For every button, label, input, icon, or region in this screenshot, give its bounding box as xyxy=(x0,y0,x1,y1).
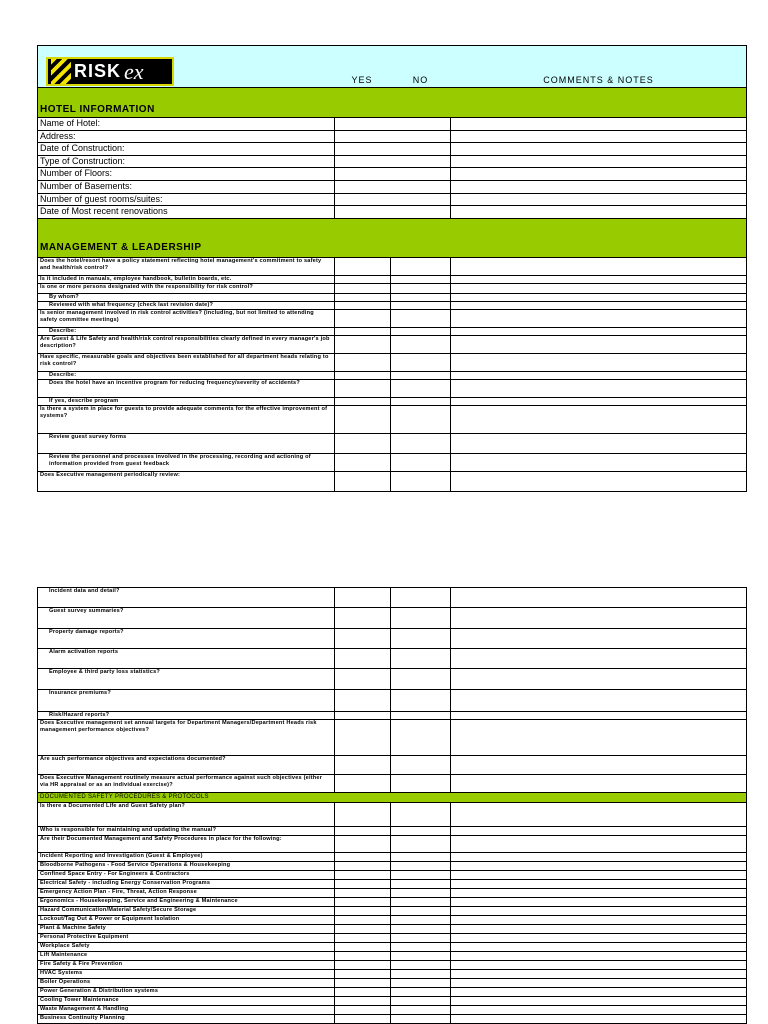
comment-cell[interactable] xyxy=(451,862,747,871)
section-title: MANAGEMENT & LEADERSHIP xyxy=(40,241,202,253)
question-row xyxy=(38,952,747,961)
comment-cell[interactable] xyxy=(451,943,747,952)
yes-cell[interactable] xyxy=(334,397,390,405)
section-title: HOTEL INFORMATION xyxy=(40,104,155,115)
comment-cell[interactable] xyxy=(451,952,747,961)
info-label: Type of Construction: xyxy=(38,155,335,168)
question-text: By whom? xyxy=(38,293,335,301)
yes-cell[interactable] xyxy=(334,997,390,1006)
info-label: Date of Construction: xyxy=(38,143,335,156)
no-cell[interactable] xyxy=(390,293,451,301)
question-row xyxy=(38,880,747,889)
yes-cell[interactable] xyxy=(334,433,390,453)
yes-cell[interactable] xyxy=(334,970,390,979)
comment-cell[interactable] xyxy=(451,916,747,925)
question-row xyxy=(38,889,747,898)
comment-cell[interactable] xyxy=(451,168,747,181)
info-value-cell[interactable] xyxy=(334,130,451,143)
question-row xyxy=(38,988,747,997)
question-row xyxy=(38,916,747,925)
question-text: Hazard Communication/Material Safety/Secure Storage xyxy=(38,907,335,916)
yes-column-header: YES xyxy=(351,75,373,85)
no-cell[interactable] xyxy=(390,871,451,880)
question-text: Is one or more persons designated with the responsibility for risk control? xyxy=(38,283,335,293)
comment-cell[interactable] xyxy=(451,206,747,219)
comment-cell[interactable] xyxy=(451,180,747,193)
question-text: HVAC Systems xyxy=(38,970,335,979)
question-text: Incident data and detail? xyxy=(38,588,335,608)
question-text: Is there a system in place for guests to provide adequate comments for the effective improvement of systems? xyxy=(38,405,335,433)
question-row xyxy=(38,371,747,379)
yes-cell[interactable] xyxy=(334,952,390,961)
comment-cell[interactable] xyxy=(451,756,747,775)
question-row xyxy=(38,803,747,827)
yes-cell[interactable] xyxy=(334,898,390,907)
comment-cell[interactable] xyxy=(451,471,747,491)
question-row xyxy=(38,907,747,916)
question-row xyxy=(38,379,747,397)
question-text: Does Executive management set annual targets for Department Managers/Department Heads risk management performance objectives? xyxy=(38,720,335,756)
comment-cell[interactable] xyxy=(451,588,747,608)
question-row xyxy=(38,588,747,608)
question-text: Does the hotel/resort have a policy statement reflecting hotel management's commitment to safety and health/risk control? xyxy=(38,257,335,275)
question-row xyxy=(38,629,747,649)
management-section xyxy=(38,218,747,257)
yes-cell[interactable] xyxy=(334,335,390,353)
yes-cell[interactable] xyxy=(334,934,390,943)
info-row xyxy=(38,168,747,181)
yes-cell[interactable] xyxy=(334,669,390,690)
comment-cell[interactable] xyxy=(451,970,747,979)
info-row xyxy=(38,180,747,193)
header-row xyxy=(38,46,747,88)
checklist-page-1 xyxy=(37,45,747,492)
yes-cell[interactable] xyxy=(334,588,390,608)
comment-cell[interactable] xyxy=(451,720,747,756)
no-cell[interactable] xyxy=(390,275,451,283)
comment-cell[interactable] xyxy=(451,649,747,669)
question-text: Employee & third party loss statistics? xyxy=(38,669,335,690)
no-cell[interactable] xyxy=(390,907,451,916)
yes-cell[interactable] xyxy=(334,961,390,970)
yes-cell[interactable] xyxy=(334,1015,390,1024)
comment-cell[interactable] xyxy=(451,988,747,997)
comment-cell[interactable] xyxy=(451,143,747,156)
comment-cell[interactable] xyxy=(451,925,747,934)
yes-cell[interactable] xyxy=(334,871,390,880)
question-text: Describe: xyxy=(38,327,335,335)
question-text: Reviewed with what frequency (check last revision date)? xyxy=(38,301,335,309)
no-cell[interactable] xyxy=(390,327,451,335)
yes-cell[interactable] xyxy=(334,979,390,988)
yes-cell[interactable] xyxy=(334,371,390,379)
comment-cell[interactable] xyxy=(451,433,747,453)
yes-cell[interactable] xyxy=(334,943,390,952)
yes-cell[interactable] xyxy=(334,1006,390,1015)
comment-cell[interactable] xyxy=(451,827,747,836)
comment-cell[interactable] xyxy=(451,934,747,943)
question-row xyxy=(38,1015,747,1024)
yes-cell[interactable] xyxy=(334,293,390,301)
info-value-cell[interactable] xyxy=(334,168,451,181)
question-text: Have specific, measurable goals and objectives been established for all department heads relating to risk control? xyxy=(38,353,335,371)
yes-cell[interactable] xyxy=(334,827,390,836)
procedures-section xyxy=(38,793,747,803)
no-cell[interactable] xyxy=(390,997,451,1006)
yes-cell[interactable] xyxy=(334,916,390,925)
comment-cell[interactable] xyxy=(451,1006,747,1015)
question-text: Waste Management & Handling xyxy=(38,1006,335,1015)
yes-cell[interactable] xyxy=(334,803,390,827)
question-row xyxy=(38,669,747,690)
no-cell[interactable] xyxy=(390,588,451,608)
question-text: Review guest survey forms xyxy=(38,433,335,453)
question-row xyxy=(38,712,747,720)
no-cell[interactable] xyxy=(390,335,451,353)
no-cell[interactable] xyxy=(390,433,451,453)
comment-cell[interactable] xyxy=(451,405,747,433)
comment-cell[interactable] xyxy=(451,327,747,335)
comment-cell[interactable] xyxy=(451,907,747,916)
info-value-cell[interactable] xyxy=(334,155,451,168)
no-cell[interactable] xyxy=(390,397,451,405)
yes-cell[interactable] xyxy=(334,283,390,293)
question-row xyxy=(38,756,747,775)
yes-cell[interactable] xyxy=(334,471,390,491)
yes-cell[interactable] xyxy=(334,925,390,934)
yes-cell[interactable] xyxy=(334,379,390,397)
no-cell[interactable] xyxy=(390,669,451,690)
info-label: Number of Floors: xyxy=(38,168,335,181)
no-cell[interactable] xyxy=(390,775,451,793)
question-text: Workplace Safety xyxy=(38,943,335,952)
question-row xyxy=(38,397,747,405)
no-cell[interactable] xyxy=(390,471,451,491)
comments-column-header: COMMENTS & NOTES xyxy=(543,75,654,85)
comment-cell[interactable] xyxy=(451,889,747,898)
info-row xyxy=(38,143,747,156)
hazard-stripe-icon xyxy=(51,59,71,84)
comment-cell[interactable] xyxy=(451,997,747,1006)
comment-cell[interactable] xyxy=(451,453,747,471)
no-cell[interactable] xyxy=(390,353,451,371)
question-text: Lift Maintenance xyxy=(38,952,335,961)
question-row xyxy=(38,327,747,335)
question-row xyxy=(38,471,747,491)
question-text: Describe: xyxy=(38,371,335,379)
info-value-cell[interactable] xyxy=(334,143,451,156)
question-text: Are Guest & Life Safety and health/risk control responsibilities clearly defined in every manager's job description? xyxy=(38,335,335,353)
no-cell[interactable] xyxy=(390,309,451,327)
question-text: Fire Safety & Fire Prevention xyxy=(38,961,335,970)
comment-cell[interactable] xyxy=(451,712,747,720)
question-row xyxy=(38,690,747,712)
question-text: Cooling Tower Maintenance xyxy=(38,997,335,1006)
no-cell[interactable] xyxy=(390,690,451,712)
comment-cell[interactable] xyxy=(451,871,747,880)
question-text: Insurance premiums? xyxy=(38,690,335,712)
no-cell[interactable] xyxy=(390,257,451,275)
question-text: Ergonomics - Housekeeping, Service and Engineering & Maintenance xyxy=(38,898,335,907)
question-row xyxy=(38,853,747,862)
no-cell[interactable] xyxy=(390,720,451,756)
question-row xyxy=(38,862,747,871)
no-cell[interactable] xyxy=(390,712,451,720)
question-row xyxy=(38,301,747,309)
no-cell[interactable] xyxy=(390,988,451,997)
checklist-page-2 xyxy=(37,587,747,1024)
question-row xyxy=(38,934,747,943)
yes-cell[interactable] xyxy=(334,257,390,275)
no-cell[interactable] xyxy=(390,405,451,433)
question-row xyxy=(38,970,747,979)
question-text: Who is responsible for maintaining and updating the manual? xyxy=(38,827,335,836)
yes-cell[interactable] xyxy=(334,720,390,756)
logo-cell xyxy=(38,46,335,88)
comment-cell[interactable] xyxy=(451,853,747,862)
no-cell[interactable] xyxy=(390,934,451,943)
question-row xyxy=(38,997,747,1006)
info-row xyxy=(38,193,747,206)
yes-cell[interactable] xyxy=(334,756,390,775)
question-text: Does Executive management periodically review: xyxy=(38,471,335,491)
info-label: Number of Basements: xyxy=(38,180,335,193)
comment-cell[interactable] xyxy=(451,283,747,293)
question-text: Power Generation & Distribution systems xyxy=(38,988,335,997)
comment-cell[interactable] xyxy=(451,335,747,353)
info-value-cell[interactable] xyxy=(334,180,451,193)
comment-cell[interactable] xyxy=(451,353,747,371)
no-cell[interactable] xyxy=(390,756,451,775)
question-row xyxy=(38,649,747,669)
logo-risk-text: RISK xyxy=(74,61,122,81)
comment-cell[interactable] xyxy=(451,301,747,309)
yes-cell[interactable] xyxy=(334,405,390,433)
question-row xyxy=(38,775,747,793)
yes-cell[interactable] xyxy=(334,453,390,471)
info-label: Number of guest rooms/suites: xyxy=(38,193,335,206)
question-text: Boiler Operations xyxy=(38,979,335,988)
comment-cell[interactable] xyxy=(451,275,747,283)
info-value-cell[interactable] xyxy=(334,118,451,131)
question-text: Does the hotel have an incentive program for reducing frequency/severity of accidents? xyxy=(38,379,335,397)
question-row xyxy=(38,293,747,301)
no-cell[interactable] xyxy=(390,880,451,889)
comment-cell[interactable] xyxy=(451,836,747,853)
comment-cell[interactable] xyxy=(451,397,747,405)
section-title: DOCUMENTED SAFETY PROCEDURES & PROTOCOLS xyxy=(40,794,209,800)
comment-cell[interactable] xyxy=(451,898,747,907)
riskex-logo xyxy=(46,57,174,86)
info-row xyxy=(38,118,747,131)
no-cell[interactable] xyxy=(390,629,451,649)
comment-cell[interactable] xyxy=(451,629,747,649)
question-row xyxy=(38,335,747,353)
info-row xyxy=(38,130,747,143)
question-text: Incident Reporting and Investigation (Guest & Employee) xyxy=(38,853,335,862)
question-text: Business Continuity Planning xyxy=(38,1015,335,1024)
comment-cell[interactable] xyxy=(451,118,747,131)
no-cell[interactable] xyxy=(390,943,451,952)
question-text: Electrical Safety - including Energy Conservation Programs xyxy=(38,880,335,889)
question-row xyxy=(38,898,747,907)
comment-cell[interactable] xyxy=(451,669,747,690)
yes-cell[interactable] xyxy=(334,853,390,862)
comment-cell[interactable] xyxy=(451,775,747,793)
question-row xyxy=(38,943,747,952)
yes-cell[interactable] xyxy=(334,608,390,629)
question-row xyxy=(38,453,747,471)
comment-cell[interactable] xyxy=(451,880,747,889)
comment-cell[interactable] xyxy=(451,193,747,206)
question-text: Plant & Machine Safety xyxy=(38,925,335,934)
yes-cell[interactable] xyxy=(334,889,390,898)
comment-cell[interactable] xyxy=(451,293,747,301)
question-row xyxy=(38,309,747,327)
no-cell[interactable] xyxy=(390,608,451,629)
no-cell[interactable] xyxy=(390,862,451,871)
no-cell[interactable] xyxy=(390,898,451,907)
info-value-cell[interactable] xyxy=(334,193,451,206)
yes-cell[interactable] xyxy=(334,327,390,335)
no-cell[interactable] xyxy=(390,853,451,862)
comment-cell[interactable] xyxy=(451,309,747,327)
hotel-information-section xyxy=(38,88,747,118)
comment-cell[interactable] xyxy=(451,961,747,970)
comment-cell[interactable] xyxy=(451,155,747,168)
no-cell[interactable] xyxy=(390,925,451,934)
question-text: Are their Documented Management and Safety Procedures in place for the following: xyxy=(38,836,335,853)
yes-cell[interactable] xyxy=(334,712,390,720)
question-text: Personal Protective Equipment xyxy=(38,934,335,943)
yes-cell[interactable] xyxy=(334,907,390,916)
question-text: Is it included in manuals, employee handbook, bulletin boards, etc. xyxy=(38,275,335,283)
question-row xyxy=(38,353,747,371)
comment-cell[interactable] xyxy=(451,371,747,379)
no-cell[interactable] xyxy=(390,889,451,898)
no-cell[interactable] xyxy=(390,1015,451,1024)
yes-cell[interactable] xyxy=(334,836,390,853)
comment-cell[interactable] xyxy=(451,690,747,712)
question-row xyxy=(38,405,747,433)
question-text: Alarm activation reports xyxy=(38,649,335,669)
question-row xyxy=(38,720,747,756)
info-label: Name of Hotel: xyxy=(38,118,335,131)
question-text: Review the personnel and processes involved in the processing, recording and actioning of information provided from guest feedback xyxy=(38,453,335,471)
no-cell[interactable] xyxy=(390,979,451,988)
no-cell[interactable] xyxy=(390,371,451,379)
yes-cell[interactable] xyxy=(334,775,390,793)
comment-cell[interactable] xyxy=(451,130,747,143)
question-text: Bloodborne Pathogens - Food Service Operations & Housekeeping xyxy=(38,862,335,871)
question-row xyxy=(38,925,747,934)
yes-cell[interactable] xyxy=(334,629,390,649)
no-column-header: NO xyxy=(412,75,429,85)
info-row xyxy=(38,155,747,168)
yes-cell[interactable] xyxy=(334,309,390,327)
question-row xyxy=(38,257,747,275)
question-row xyxy=(38,275,747,283)
info-label: Date of Most recent renovations xyxy=(38,206,335,219)
question-row xyxy=(38,871,747,880)
question-row xyxy=(38,827,747,836)
question-text: Does Executive Management routinely measure actual performance against such objectives (either via HR appraisal or as an individual exercise)? xyxy=(38,775,335,793)
no-cell[interactable] xyxy=(390,301,451,309)
question-row xyxy=(38,283,747,293)
no-cell[interactable] xyxy=(390,803,451,827)
question-row xyxy=(38,608,747,629)
question-row xyxy=(38,961,747,970)
question-text: Property damage reports? xyxy=(38,629,335,649)
comment-cell[interactable] xyxy=(451,379,747,397)
info-value-cell[interactable] xyxy=(334,206,451,219)
question-row xyxy=(38,433,747,453)
yes-cell[interactable] xyxy=(334,862,390,871)
no-cell[interactable] xyxy=(390,283,451,293)
no-cell[interactable] xyxy=(390,961,451,970)
question-text: Confined Space Entry - For Engineers & Contractors xyxy=(38,871,335,880)
no-cell[interactable] xyxy=(390,970,451,979)
no-cell[interactable] xyxy=(390,916,451,925)
question-text: If yes, describe program xyxy=(38,397,335,405)
question-text: Risk/Hazard reports? xyxy=(38,712,335,720)
question-row xyxy=(38,979,747,988)
no-cell[interactable] xyxy=(390,952,451,961)
comment-cell[interactable] xyxy=(451,803,747,827)
no-cell[interactable] xyxy=(390,649,451,669)
info-row xyxy=(38,206,747,219)
yes-cell[interactable] xyxy=(334,649,390,669)
comment-cell[interactable] xyxy=(451,257,747,275)
comment-cell[interactable] xyxy=(451,1015,747,1024)
comment-cell[interactable] xyxy=(451,979,747,988)
question-text: Lockout/Tag Out & Power or Equipment Isolation xyxy=(38,916,335,925)
question-text: Are such performance objectives and expectations documented? xyxy=(38,756,335,775)
yes-cell[interactable] xyxy=(334,275,390,283)
question-row xyxy=(38,836,747,853)
no-cell[interactable] xyxy=(390,453,451,471)
question-text: Emergency Action Plan - Fire, Threat, Action Response xyxy=(38,889,335,898)
question-text: Guest survey summaries? xyxy=(38,608,335,629)
yes-cell[interactable] xyxy=(334,353,390,371)
logo-ex-text: ex xyxy=(124,58,144,84)
comment-cell[interactable] xyxy=(451,608,747,629)
question-text: Is there a Documented Life and Guest Safety plan? xyxy=(38,803,335,827)
question-row xyxy=(38,1006,747,1015)
yes-cell[interactable] xyxy=(334,880,390,889)
question-text: Is senior management involved in risk control activities? (including, but not limited to attending safety committee meetings) xyxy=(38,309,335,327)
yes-cell[interactable] xyxy=(334,988,390,997)
no-cell[interactable] xyxy=(390,836,451,853)
no-cell[interactable] xyxy=(390,379,451,397)
yes-cell[interactable] xyxy=(334,301,390,309)
info-label: Address: xyxy=(38,130,335,143)
no-cell[interactable] xyxy=(390,1006,451,1015)
no-cell[interactable] xyxy=(390,827,451,836)
yes-cell[interactable] xyxy=(334,690,390,712)
